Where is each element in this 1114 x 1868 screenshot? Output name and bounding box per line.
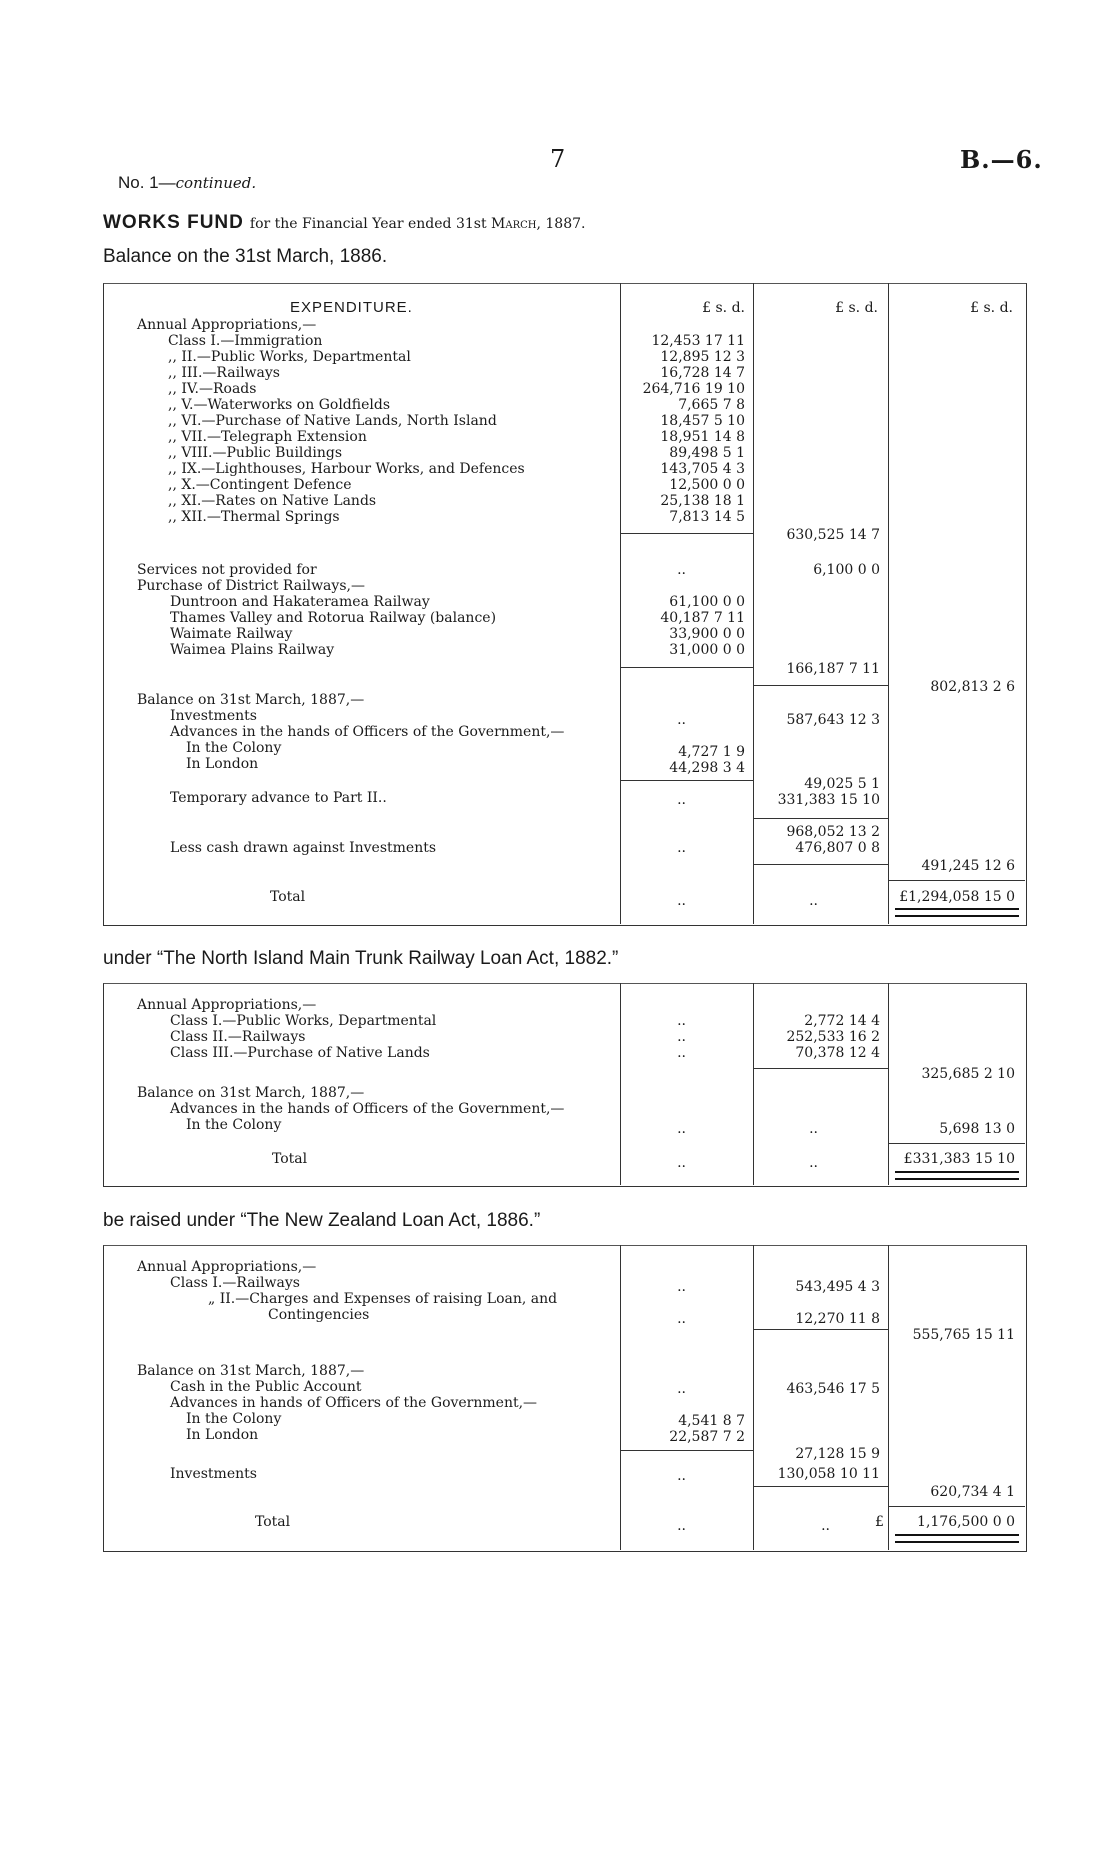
fund-title: WORKS FUND for the Financial Year ended 31st March, 1887. — [103, 212, 586, 233]
district-row-label: Waimea Plains Railway — [170, 642, 335, 658]
class-row-label: ,, X.—Contingent Defence — [168, 477, 352, 493]
class-row-amount: 25,138 18 1 — [660, 493, 745, 509]
total-label: Total — [270, 889, 306, 905]
temporary-advance-label: Temporary advance to Part II.. — [170, 790, 387, 806]
dots: .. — [677, 840, 686, 856]
dots: .. — [677, 1155, 686, 1171]
class-row-label: ,, XI.—Rates on Native Lands — [168, 493, 377, 509]
class-row-amount: 12,895 12 3 — [660, 349, 745, 365]
annual-appropriations-label: Annual Appropriations,— — [137, 317, 317, 333]
currency-head-2: £ s. d. — [835, 300, 878, 316]
advances-label: Advances in the hands of Officers of the Government,— — [170, 1101, 565, 1117]
dots: .. — [677, 712, 686, 728]
dots: .. — [677, 1468, 686, 1484]
class-row-amount: 543,495 4 3 — [795, 1279, 880, 1295]
subtotal: 968,052 13 2 — [786, 824, 880, 840]
dots: .. — [821, 1518, 830, 1534]
dots: .. — [677, 1311, 686, 1327]
class-row-amount: 12,500 0 0 — [669, 477, 745, 493]
classes-total: 325,685 2 10 — [921, 1066, 1015, 1082]
london-amount: 22,587 7 2 — [669, 1429, 745, 1445]
class-row-amount: 264,716 19 10 — [642, 381, 745, 397]
less-cash-amount: 476,807 0 8 — [795, 840, 880, 856]
colony-label: In the Colony — [186, 1117, 282, 1133]
london-label: In London — [186, 756, 259, 772]
investments-label: Investments — [170, 708, 257, 724]
balance-label: Balance on 31st March, 1887,— — [137, 1085, 365, 1101]
cash-amount: 463,546 17 5 — [786, 1381, 880, 1397]
dots: .. — [677, 1013, 686, 1029]
colony-amount: 4,541 8 7 — [678, 1413, 745, 1429]
dots: .. — [677, 1518, 686, 1534]
dots: .. — [809, 893, 818, 909]
class-row-amount: 16,728 14 7 — [660, 365, 745, 381]
class-row-label: Class II.—Railways — [170, 1029, 306, 1045]
classes-total: 555,765 15 11 — [912, 1327, 1015, 1343]
class-row-label: ,, V.—Waterworks on Goldfields — [168, 397, 391, 413]
district-row-amount: 40,187 7 11 — [660, 610, 745, 626]
class-row-amount: 7,665 7 8 — [678, 397, 745, 413]
total-label: Total — [272, 1151, 308, 1167]
colony-amount: 4,727 1 9 — [678, 744, 745, 760]
balance-label: Balance on 31st March, 1887,— — [137, 692, 365, 708]
continued-label: No. 1—continued. — [118, 173, 257, 192]
dots: .. — [677, 1045, 686, 1061]
advances-label: Advances in hands of Officers of the Government,— — [170, 1395, 538, 1411]
london-amount: 44,298 3 4 — [669, 760, 745, 776]
class-row-label: Class I.—Railways — [170, 1275, 300, 1291]
section2-heading: under “The North Island Main Trunk Railway Loan Act, 1882.” — [103, 948, 619, 969]
class-row-amount: 252,533 16 2 — [786, 1029, 880, 1045]
class-row-label: ,, IV.—Roads — [168, 381, 257, 397]
class-row-amount: 18,457 5 10 — [660, 413, 745, 429]
class-row-label: „ II.—Charges and Expenses of raising Loan, and — [208, 1291, 558, 1307]
annual-appropriations-label: Annual Appropriations,— — [137, 1259, 317, 1275]
balance-label: Balance on 31st March, 1887,— — [137, 1363, 365, 1379]
dots: .. — [677, 1381, 686, 1397]
district-total: 166,187 7 11 — [786, 661, 880, 677]
advances-total: 49,025 5 1 — [804, 776, 880, 792]
class-row-label: Class III.—Purchase of Native Lands — [170, 1045, 430, 1061]
class-row-amount: 7,813 14 5 — [669, 509, 745, 525]
class-row-label: Contingencies — [268, 1307, 370, 1323]
class-row-amount: 18,951 14 8 — [660, 429, 745, 445]
district-row-label: Thames Valley and Rotorua Railway (balance) — [170, 610, 497, 626]
class-row-amount: 70,378 12 4 — [795, 1045, 880, 1061]
currency-head-3: £ s. d. — [970, 300, 1013, 316]
pound-sign: £ — [875, 1514, 884, 1530]
grand-total: 1,176,500 0 0 — [917, 1514, 1015, 1530]
class-row-amount: 2,772 14 4 — [804, 1013, 880, 1029]
london-label: In London — [186, 1427, 259, 1443]
class-row-label: ,, VIII.—Public Buildings — [168, 445, 343, 461]
colony-amount: 5,698 13 0 — [939, 1121, 1015, 1137]
section1-heading: Balance on the 31st March, 1886. — [103, 246, 388, 267]
class-row-amount: 143,705 4 3 — [660, 461, 745, 477]
expenditure-total: 802,813 2 6 — [930, 679, 1015, 695]
cash-label: Cash in the Public Account — [170, 1379, 362, 1395]
dots: .. — [677, 1279, 686, 1295]
dots: .. — [677, 562, 686, 578]
classes-total: 630,525 14 7 — [786, 527, 880, 543]
services-label: Services not provided for — [137, 562, 317, 578]
grand-total: £331,383 15 10 — [903, 1151, 1015, 1167]
less-cash-label: Less cash drawn against Investments — [170, 840, 437, 856]
class-row-amount: 89,498 5 1 — [669, 445, 745, 461]
balance-total: 620,734 4 1 — [930, 1484, 1015, 1500]
investments-amount: 130,058 10 11 — [777, 1466, 880, 1482]
class-row-label: Class I.—Immigration — [168, 333, 323, 349]
annual-appropriations-label: Annual Appropriations,— — [137, 997, 317, 1013]
class-row-label: ,, XII.—Thermal Springs — [168, 509, 340, 525]
expenditure-heading: EXPENDITURE. — [290, 299, 413, 316]
section3-heading: be raised under “The New Zealand Loan Act, 1886.” — [103, 1210, 541, 1231]
total-label: Total — [255, 1514, 291, 1530]
class-row-label: Class I.—Public Works, Departmental — [170, 1013, 437, 1029]
class-row-label: ,, VII.—Telegraph Extension — [168, 429, 367, 445]
colony-label: In the Colony — [186, 740, 282, 756]
dots: .. — [677, 893, 686, 909]
district-row-amount: 33,900 0 0 — [669, 626, 745, 642]
dots: .. — [677, 1029, 686, 1045]
class-row-label: ,, IX.—Lighthouses, Harbour Works, and Defences — [168, 461, 525, 477]
services-amount: 6,100 0 0 — [813, 562, 880, 578]
page-number: 7 — [550, 145, 566, 173]
dots: .. — [809, 1155, 818, 1171]
class-row-label: ,, VI.—Purchase of Native Lands, North Island — [168, 413, 497, 429]
district-row-label: Duntroon and Hakateramea Railway — [170, 594, 430, 610]
temporary-advance-amount: 331,383 15 10 — [777, 792, 880, 808]
dots: .. — [677, 792, 686, 808]
advances-total: 27,128 15 9 — [795, 1446, 880, 1462]
class-row-label: ,, III.—Railways — [168, 365, 280, 381]
advances-label: Advances in the hands of Officers of the Government,— — [170, 724, 565, 740]
district-row-label: Waimate Railway — [170, 626, 293, 642]
class-row-amount: 12,453 17 11 — [651, 333, 745, 349]
currency-head-1: £ s. d. — [702, 300, 745, 316]
dots: .. — [809, 1121, 818, 1137]
investments-amount: 587,643 12 3 — [786, 712, 880, 728]
grand-total: £1,294,058 15 0 — [899, 889, 1015, 905]
balance-total: 491,245 12 6 — [921, 858, 1015, 874]
dots: .. — [677, 1121, 686, 1137]
district-row-amount: 31,000 0 0 — [669, 642, 745, 658]
class-row-amount: 12,270 11 8 — [795, 1311, 880, 1327]
colony-label: In the Colony — [186, 1411, 282, 1427]
district-row-amount: 61,100 0 0 — [669, 594, 745, 610]
class-row-label: ,, II.—Public Works, Departmental — [168, 349, 411, 365]
investments-label: Investments — [170, 1466, 257, 1482]
document-code: B.—6. — [960, 145, 1043, 174]
district-railways-label: Purchase of District Railways,— — [137, 578, 365, 594]
